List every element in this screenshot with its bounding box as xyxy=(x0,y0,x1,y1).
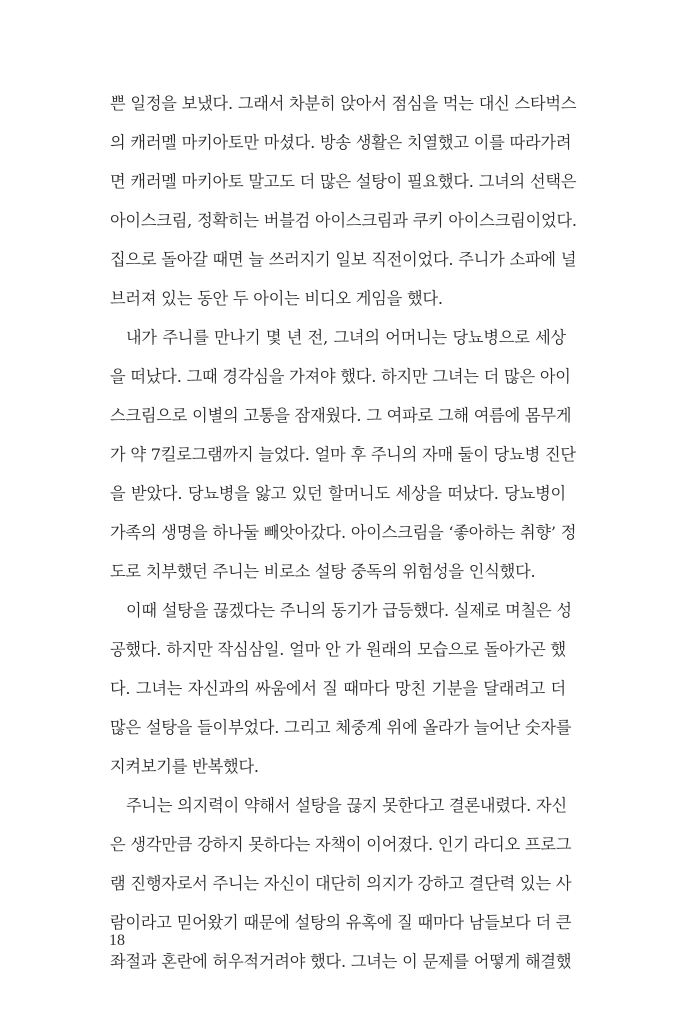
text-line: 많은 설탕을 들이부었다. 그리고 체중계 위에 올라가 늘어난 숫자를 xyxy=(110,718,572,737)
paragraph-first-line: 이때 설탕을 끊겠다는 주니의 동기가 급등했다. 실제로 며칠은 성 xyxy=(126,601,572,620)
text-line: 가 약 7킬로그램까지 늘었다. 얼마 후 주니의 자매 둘이 당뇨병 진단 xyxy=(110,445,576,464)
text-line: 브러져 있는 동안 두 아이는 비디오 게임을 했다. xyxy=(110,289,443,308)
text-line: 좌절과 혼란에 허우적거려야 했다. 그녀는 이 문제를 어떻게 해결했 xyxy=(110,952,572,971)
body-text xyxy=(110,84,577,981)
text-line: 아이스크림, 정확히는 버블검 아이스크림과 쿠키 아이스크림이었다. xyxy=(110,211,577,230)
text-line: 가족의 생명을 하나둘 빼앗아갔다. 아이스크림을 ‘좋아하는 취향’ 정 xyxy=(110,523,577,542)
paragraph-first-line: 내가 주니를 만나기 몇 년 전, 그녀의 어머니는 당뇨병으로 세상 xyxy=(126,328,566,347)
text-line: 집으로 돌아갈 때면 늘 쓰러지기 일보 직전이었다. 주니가 소파에 널 xyxy=(110,250,577,269)
text-line: 공했다. 하지만 작심삼일. 얼마 안 가 원래의 모습으로 돌아가곤 했 xyxy=(110,640,566,659)
text-line: 쁜 일정을 보냈다. 그래서 차분히 앉아서 점심을 먹는 대신 스타벅스 xyxy=(110,94,577,113)
text-line: 지켜보기를 반복했다. xyxy=(110,757,259,776)
text-line: 을 떠났다. 그때 경각심을 가져야 했다. 하지만 그녀는 더 많은 아이 xyxy=(110,367,571,386)
text-line: 은 생각만큼 강하지 못하다는 자책이 이어졌다. 인기 라디오 프로그 xyxy=(110,835,572,854)
paragraph-first-line: 주니는 의지력이 약해서 설탕을 끊지 못한다고 결론내렸다. 자신 xyxy=(126,796,567,815)
text-line: 의 캐러멜 마키아토만 마셨다. 방송 생활은 치열했고 이를 따라가려 xyxy=(110,133,572,152)
text-line: 램 진행자로서 주니는 자신이 대단히 의지가 강하고 결단력 있는 사 xyxy=(110,874,572,893)
text-line: 을 받았다. 당뇨병을 앓고 있던 할머니도 세상을 떠났다. 당뇨병이 xyxy=(110,484,566,503)
text-line: 도로 치부했던 주니는 비로소 설탕 중독의 위험성을 인식했다. xyxy=(110,562,536,581)
text-line: 스크림으로 이별의 고통을 잠재웠다. 그 여파로 그해 여름에 몸무게 xyxy=(110,406,572,425)
page-number: 18 xyxy=(109,932,125,949)
text-line: 면 캐러멜 마키아토 말고도 더 많은 설탕이 필요했다. 그녀의 선택은 xyxy=(110,172,577,191)
text-line: 다. 그녀는 자신과의 싸움에서 질 때마다 망친 기분을 달래려고 더 xyxy=(110,679,566,698)
text-line: 람이라고 믿어왔기 때문에 설탕의 유혹에 질 때마다 남들보다 더 큰 xyxy=(110,913,572,932)
